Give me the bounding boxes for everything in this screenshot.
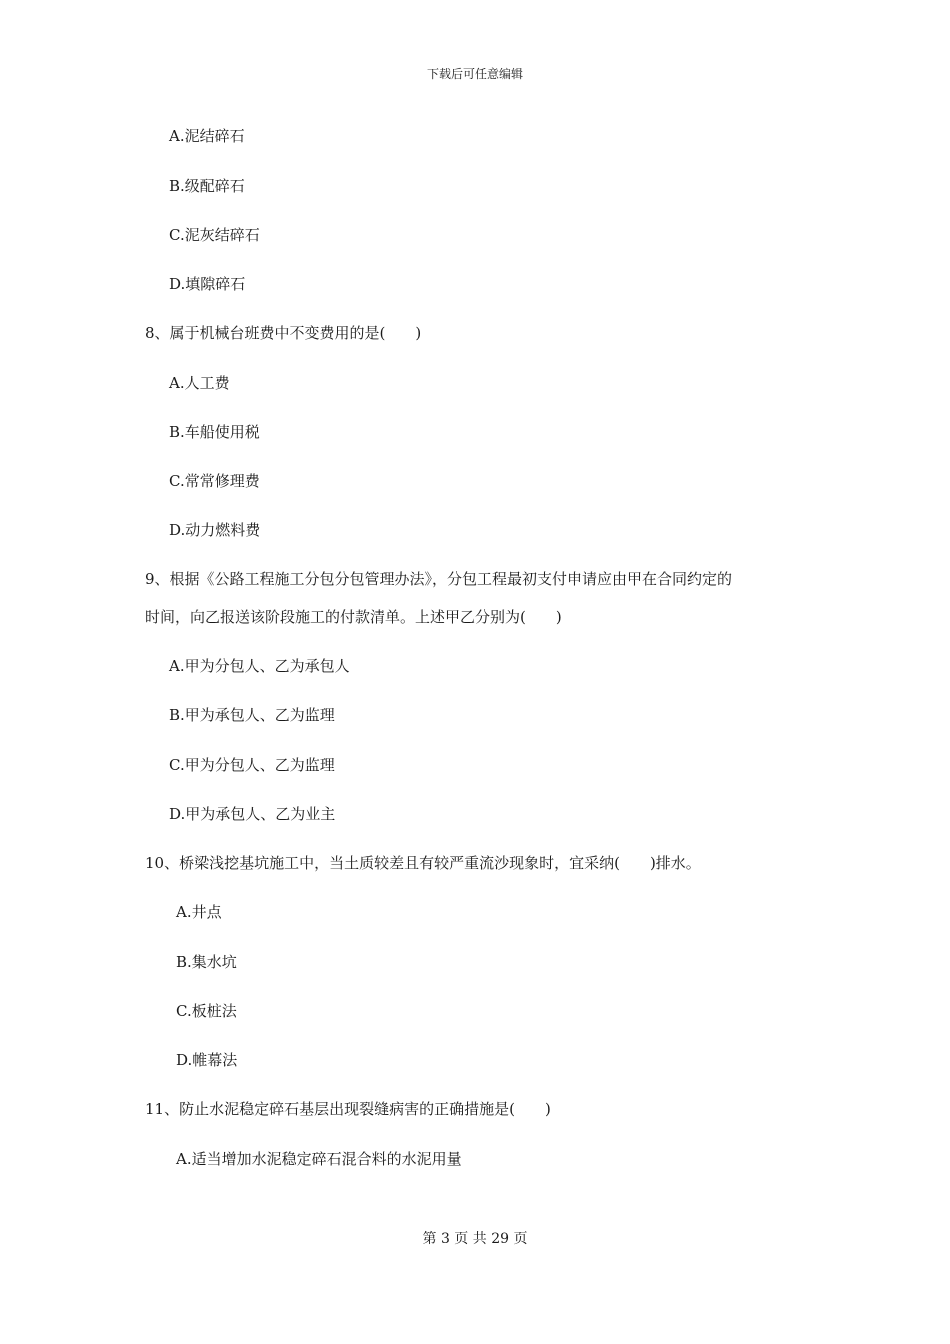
option-7a: A.泥结碎石 [169,127,245,145]
page-header: 下载后可任意编辑 [426,67,523,81]
option-9c: C.甲为分包人、乙为监理 [169,756,335,774]
option-10d: D.帷幕法 [176,1051,238,1069]
option-7d: D.填隙碎石 [169,275,246,293]
option-9a: A.甲为分包人、乙为承包人 [169,657,350,675]
question-11: 11、防止水泥稳定碎石基层出现裂缝病害的正确措施是( ) [145,1100,551,1118]
option-9d: D.甲为承包人、乙为业主 [169,805,336,823]
option-10a: A.井点 [176,903,222,921]
option-8b: B.车船使用税 [169,423,260,441]
question-9-line-2: 时间，向乙报送该阶段施工的付款清单。上述甲乙分别为( ) [145,608,562,626]
page-footer: 第 3 页 共 29 页 [422,1231,528,1247]
option-10b: B.集水坑 [176,953,237,971]
question-9-line-1: 9、根据《公路工程施工分包分包管理办法》，分包工程最初支付申请应由甲在合同约定的 [145,570,733,588]
option-8a: A.人工费 [169,374,230,392]
option-10c: C.板桩法 [176,1002,237,1020]
option-11a: A.适当增加水泥稳定碎石混合料的水泥用量 [176,1150,462,1168]
option-8d: D.动力燃料费 [169,521,261,539]
option-7b: B.级配碎石 [169,177,245,195]
option-7c: C.泥灰结碎石 [169,226,260,244]
option-8c: C.常常修理费 [169,472,260,490]
question-10: 10、桥梁浅挖基坑施工中，当土质较差且有较严重流沙现象时，宜采纳( )排水。 [145,854,701,872]
option-9b: B.甲为承包人、乙为监理 [169,706,335,724]
question-8: 8、属于机械台班费中不变费用的是( ) [145,324,422,342]
